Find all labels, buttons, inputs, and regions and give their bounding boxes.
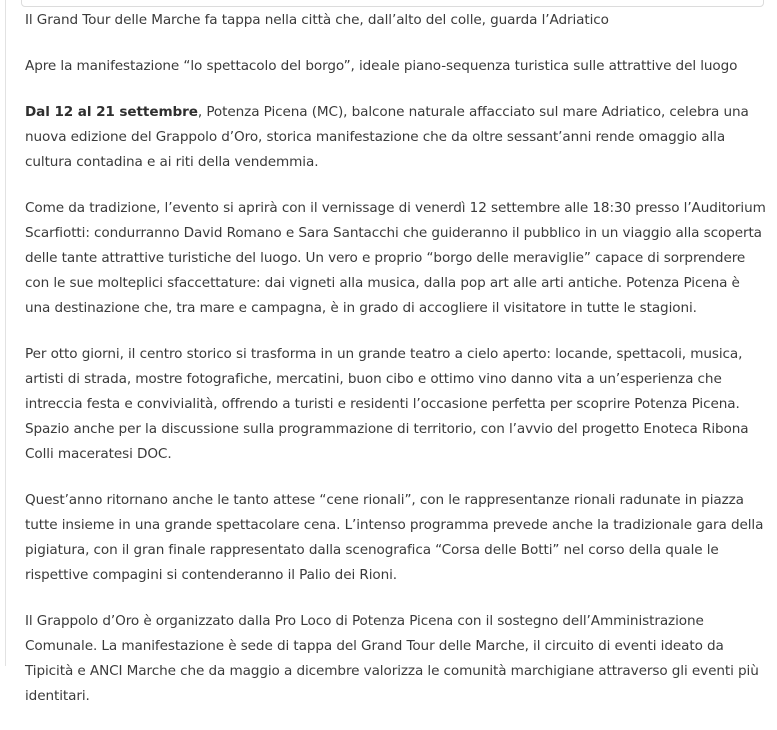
article-paragraph-1-text: , Potenza Picena (MC), balcone naturale affacciato sul mare Adriatico, celebra una nuova edizione del Grappolo d’Oro, storica manifestazione che da oltre sessant’anni rende omaggio alla cultura contadina e ai riti della vendemmia. (25, 104, 749, 170)
event-dates: Dal 12 al 21 settembre (25, 104, 198, 120)
article-subtitle-2: Apre la manifestazione “lo spettacolo del borgo”, ideale piano-sequenza turistica sulle attrattive del luogo (25, 58, 738, 74)
article-paragraph-1 (25, 100, 767, 175)
article-paragraph-2: Come da tradizione, l’evento si aprirà con il vernissage di venerdì 12 settembre alle 18:30 presso l’Auditorium Scarfiotti: condurranno David Romano e Sara Santacchi che guideranno il pubblico in un viaggio alla scoperta delle tante attrattive turistiche del luogo. Un vero e proprio “borgo delle meraviglie” capace di sorprendere con le sue molteplici sfaccettature: dai vigneti alla musica, dalla pop art alle arti antiche. Potenza Picena è una destinazione che, tra mare e campagna, è in grado di accogliere il visitatore in tutte le stagioni. (25, 200, 766, 316)
top-input-box (21, 0, 764, 7)
article-paragraph-5: Il Grappolo d’Oro è organizzato dalla Pro Loco di Potenza Picena con il sostegno dell’Amministrazione Comunale. La manifestazione è sede di tappa del Grand Tour delle Marche, il circuito di eventi ideato da Tipicità e ANCI Marche che da maggio a dicembre valorizza le comunità marchigiane attraverso gli eventi più identitari. (25, 613, 759, 704)
article-subtitle-1: Il Grand Tour delle Marche fa tappa nella città che, dall’alto del colle, guarda l’Adriatico (25, 12, 609, 28)
page-border-line (5, 0, 6, 666)
article-paragraph-4: Quest’anno ritornano anche le tanto attese “cene rionali”, con le rappresentanze rionali radunate in piazza tutte insieme in una grande spettacolare cena. L’intenso programma prevede anche la tradizionale gara della pigiatura, con il gran finale rappresentato dalla scenografica “Corsa delle Botti” nel corso della quale le rispettive compagini si contenderanno il Palio dei Rioni. (25, 492, 764, 583)
article-body (25, 8, 767, 730)
article-paragraph-3: Per otto giorni, il centro storico si trasforma in un grande teatro a cielo aperto: locande, spettacoli, musica, artisti di strada, mostre fotografiche, mercatini, buon cibo e ottimo vino danno vita a un’esperienza che intreccia festa e convivialità, offrendo a turisti e residenti l’occasione perfetta per scoprire Potenza Picena. Spazio anche per la discussione sulla programmazione di territorio, con l’avvio del progetto Enoteca Ribona Colli maceratesi DOC. (25, 346, 749, 462)
